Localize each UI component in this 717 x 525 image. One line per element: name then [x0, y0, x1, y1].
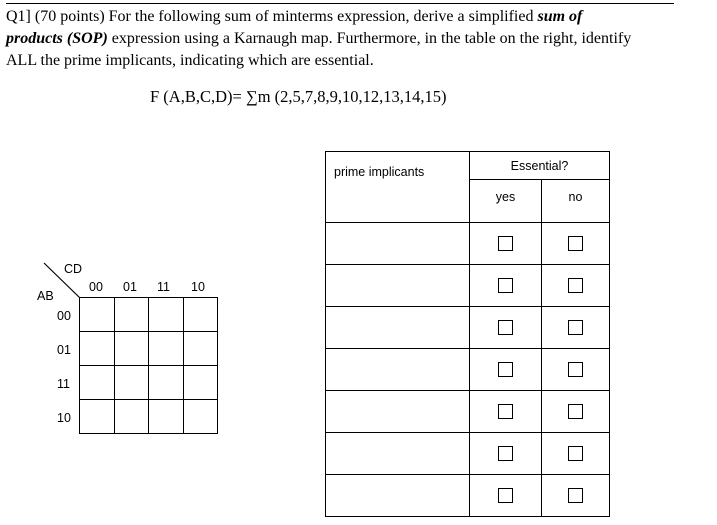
kmap-cell[interactable] — [183, 366, 218, 400]
essential-no-checkbox[interactable] — [568, 320, 583, 335]
kmap-col-variable: CD — [64, 262, 83, 276]
kmap-cell[interactable] — [149, 366, 184, 400]
essential-no-cell — [542, 475, 610, 517]
kmap-cell[interactable] — [149, 332, 184, 366]
essential-yes-checkbox[interactable] — [498, 488, 513, 503]
question-line1: Q1] (70 points) For the following sum of minterms expression, derive a simplified — [6, 8, 538, 25]
essential-no-checkbox[interactable] — [568, 278, 583, 293]
essential-yes-checkbox[interactable] — [498, 404, 513, 419]
essential-no-cell — [542, 349, 610, 391]
essential-no-checkbox[interactable] — [568, 488, 583, 503]
essential-yes-checkbox[interactable] — [498, 446, 513, 461]
kmap-cell[interactable] — [80, 366, 115, 400]
kmap-row-label: 01 — [57, 343, 71, 357]
essential-no-cell — [542, 391, 610, 433]
kmap-row-variable: AB — [37, 289, 54, 303]
kmap-cell[interactable] — [183, 298, 218, 332]
essential-no-checkbox[interactable] — [568, 404, 583, 419]
kmap-col-label: 10 — [191, 280, 205, 294]
kmap-row-label: 00 — [57, 309, 71, 323]
kmap-col-label: 11 — [157, 280, 170, 294]
prime-implicants-header: prime implicants — [326, 152, 470, 223]
implicant-row — [326, 475, 610, 517]
yes-header: yes — [470, 180, 542, 223]
essential-yes-cell — [470, 433, 542, 475]
essential-yes-checkbox[interactable] — [498, 278, 513, 293]
kmap-cell[interactable] — [80, 298, 115, 332]
kmap-cell[interactable] — [114, 298, 149, 332]
essential-yes-checkbox[interactable] — [498, 320, 513, 335]
kmap-cell[interactable] — [80, 332, 115, 366]
kmap-cell[interactable] — [114, 366, 149, 400]
kmap-cell[interactable] — [114, 400, 149, 434]
kmap-cell[interactable] — [114, 332, 149, 366]
essential-yes-cell — [470, 475, 542, 517]
implicant-entry-cell[interactable] — [326, 475, 470, 517]
kmap-col-label: 01 — [123, 280, 137, 294]
function-formula: F (A,B,C,D)= ∑m (2,5,7,8,9,10,12,13,14,15) — [150, 87, 447, 106]
essential-yes-cell — [470, 223, 542, 265]
implicant-entry-cell[interactable] — [326, 433, 470, 475]
essential-yes-checkbox[interactable] — [498, 362, 513, 377]
essential-no-cell — [542, 265, 610, 307]
question-line3: ALL the prime implicants, indicating which are essential. — [6, 52, 374, 69]
implicant-row — [326, 265, 610, 307]
implicant-entry-cell[interactable] — [326, 223, 470, 265]
implicant-entry-cell[interactable] — [326, 349, 470, 391]
implicant-entry-cell[interactable] — [326, 391, 470, 433]
essential-no-checkbox[interactable] — [568, 236, 583, 251]
implicant-row — [326, 433, 610, 475]
essential-no-checkbox[interactable] — [568, 446, 583, 461]
essential-no-cell — [542, 223, 610, 265]
kmap-cell[interactable] — [149, 400, 184, 434]
kmap-grid — [79, 297, 218, 434]
kmap-cell[interactable] — [183, 400, 218, 434]
essential-yes-cell — [470, 391, 542, 433]
kmap-row-label: 10 — [57, 411, 71, 425]
kmap-cell[interactable] — [80, 400, 115, 434]
essential-yes-cell — [470, 265, 542, 307]
implicant-entry-cell[interactable] — [326, 307, 470, 349]
essential-no-checkbox[interactable] — [568, 362, 583, 377]
question-bold-1: sum of — [537, 8, 583, 25]
question-bold-2: products (SOP) — [6, 30, 108, 47]
kmap-row-label: 11 — [57, 377, 70, 391]
kmap-cell[interactable] — [183, 332, 218, 366]
essential-no-cell — [542, 433, 610, 475]
essential-yes-cell — [470, 307, 542, 349]
implicant-row — [326, 307, 610, 349]
implicant-row — [326, 223, 610, 265]
kmap-cell[interactable] — [149, 298, 184, 332]
no-header: no — [542, 180, 610, 223]
essential-yes-checkbox[interactable] — [498, 236, 513, 251]
question-line2: expression using a Karnaugh map. Furthermore, in the table on the right, identify — [107, 30, 632, 47]
implicant-row — [326, 391, 610, 433]
prime-implicant-table — [325, 151, 610, 517]
implicant-row — [326, 349, 610, 391]
essential-header: Essential? — [470, 152, 610, 180]
essential-yes-cell — [470, 349, 542, 391]
implicant-entry-cell[interactable] — [326, 265, 470, 307]
essential-no-cell — [542, 307, 610, 349]
kmap-col-label: 00 — [89, 280, 103, 294]
